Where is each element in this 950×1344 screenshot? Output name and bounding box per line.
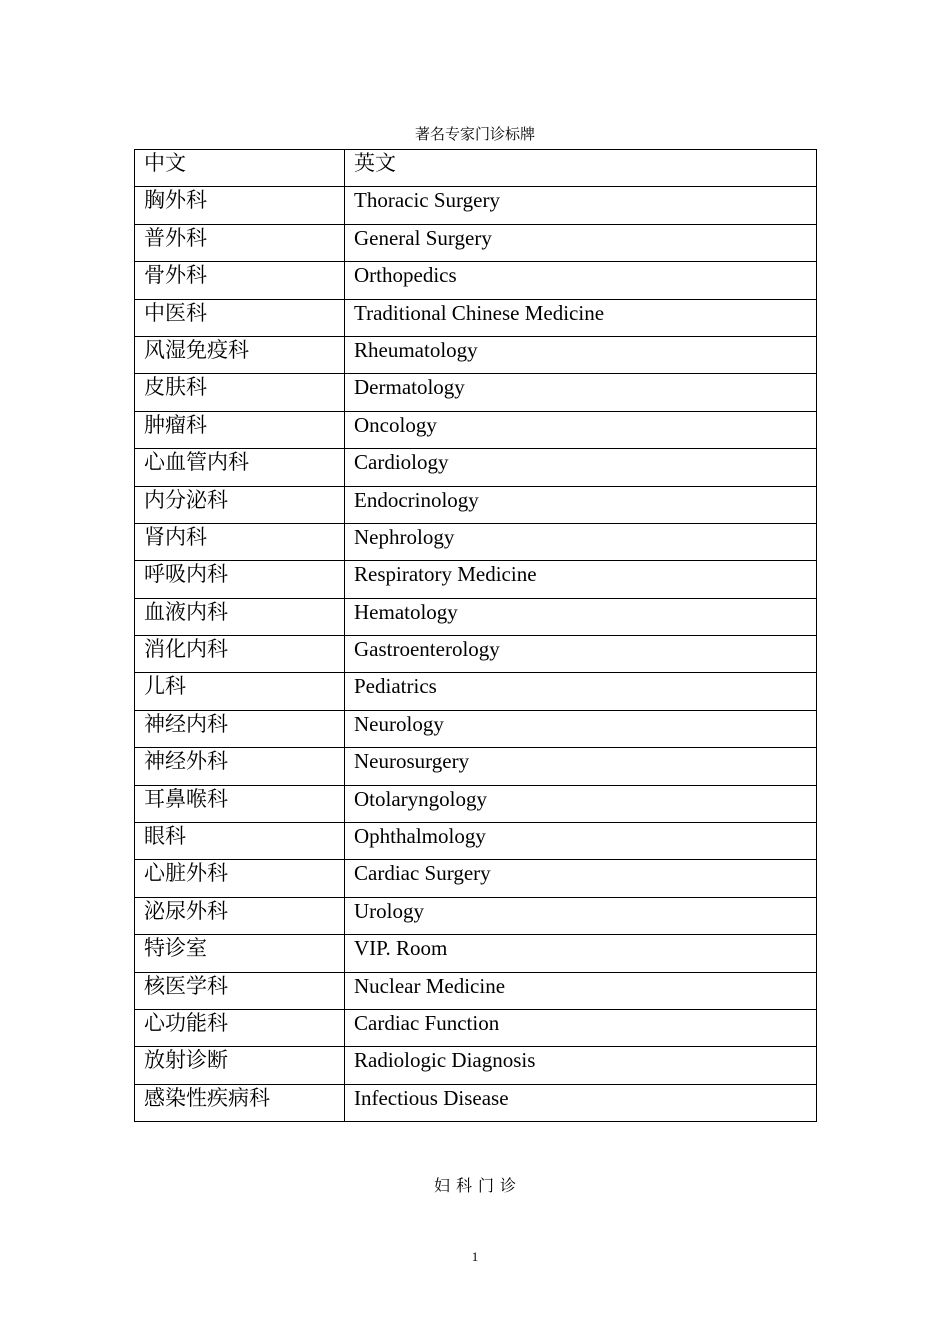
cell-english-name: Cardiac Surgery xyxy=(345,860,817,897)
cell-english-name: Thoracic Surgery xyxy=(345,187,817,224)
cell-chinese-name: 神经外科 xyxy=(135,748,345,785)
table-row xyxy=(135,561,817,598)
cell-chinese-name: 心血管内科 xyxy=(135,449,345,486)
cell-english-name: Nephrology xyxy=(345,523,817,560)
cell-english-name: Urology xyxy=(345,897,817,934)
table-row xyxy=(135,860,817,897)
cell-chinese-name: 呼吸内科 xyxy=(135,561,345,598)
cell-chinese-name: 心脏外科 xyxy=(135,860,345,897)
table-row xyxy=(135,262,817,299)
cell-english-name: Ophthalmology xyxy=(345,823,817,860)
cell-english-name: Gastroenterology xyxy=(345,636,817,673)
cell-english-name: Dermatology xyxy=(345,374,817,411)
table-row xyxy=(135,411,817,448)
table-row xyxy=(135,935,817,972)
table-row xyxy=(135,1084,817,1121)
table-row xyxy=(135,598,817,635)
table-row xyxy=(135,187,817,224)
table-row xyxy=(135,224,817,261)
table-row xyxy=(135,486,817,523)
table-row xyxy=(135,299,817,336)
table-row xyxy=(135,1009,817,1046)
cell-chinese-name: 中医科 xyxy=(135,299,345,336)
cell-english-name: General Surgery xyxy=(345,224,817,261)
cell-english-name: Radiologic Diagnosis xyxy=(345,1047,817,1084)
cell-chinese-name: 肿瘤科 xyxy=(135,411,345,448)
table-row xyxy=(135,897,817,934)
cell-chinese-name: 眼科 xyxy=(135,823,345,860)
cell-chinese-name: 消化内科 xyxy=(135,636,345,673)
cell-chinese-name: 血液内科 xyxy=(135,598,345,635)
cell-english-name: Neurosurgery xyxy=(345,748,817,785)
cell-english-name: Endocrinology xyxy=(345,486,817,523)
cell-chinese-name: 放射诊断 xyxy=(135,1047,345,1084)
department-table xyxy=(134,149,817,1122)
table-row xyxy=(135,374,817,411)
table-row xyxy=(135,785,817,822)
cell-chinese-name: 肾内科 xyxy=(135,523,345,560)
header-english: 英文 xyxy=(345,150,817,187)
cell-english-name: Oncology xyxy=(345,411,817,448)
table-row xyxy=(135,523,817,560)
cell-chinese-name: 风湿免疫科 xyxy=(135,336,345,373)
table-row xyxy=(135,449,817,486)
table-row xyxy=(135,710,817,747)
cell-chinese-name: 骨外科 xyxy=(135,262,345,299)
cell-english-name: Neurology xyxy=(345,710,817,747)
table-row xyxy=(135,636,817,673)
cell-chinese-name: 特诊室 xyxy=(135,935,345,972)
cell-english-name: VIP. Room xyxy=(345,935,817,972)
table-row xyxy=(135,336,817,373)
cell-english-name: Respiratory Medicine xyxy=(345,561,817,598)
cell-english-name: Cardiac Function xyxy=(345,1009,817,1046)
section-heading: 妇科门诊 xyxy=(433,1178,522,1195)
cell-chinese-name: 核医学科 xyxy=(135,972,345,1009)
cell-chinese-name: 皮肤科 xyxy=(135,374,345,411)
table-row xyxy=(135,823,817,860)
cell-chinese-name: 心功能科 xyxy=(135,1009,345,1046)
table-header-row xyxy=(135,150,817,187)
cell-english-name: Otolaryngology xyxy=(345,785,817,822)
table-body xyxy=(135,187,817,1122)
cell-english-name: Cardiology xyxy=(345,449,817,486)
cell-chinese-name: 胸外科 xyxy=(135,187,345,224)
table-row xyxy=(135,673,817,710)
cell-chinese-name: 儿科 xyxy=(135,673,345,710)
cell-english-name: Rheumatology xyxy=(345,336,817,373)
cell-english-name: Hematology xyxy=(345,598,817,635)
cell-chinese-name: 泌尿外科 xyxy=(135,897,345,934)
cell-english-name: Nuclear Medicine xyxy=(345,972,817,1009)
cell-chinese-name: 神经内科 xyxy=(135,710,345,747)
cell-english-name: Pediatrics xyxy=(345,673,817,710)
cell-english-name: Traditional Chinese Medicine xyxy=(345,299,817,336)
cell-english-name: Infectious Disease xyxy=(345,1084,817,1121)
cell-chinese-name: 感染性疾病科 xyxy=(135,1084,345,1121)
table-row xyxy=(135,748,817,785)
table-row xyxy=(135,1047,817,1084)
header-chinese: 中文 xyxy=(135,150,345,187)
table-row xyxy=(135,972,817,1009)
cell-chinese-name: 耳鼻喉科 xyxy=(135,785,345,822)
page-title: 著名专家门诊标牌 xyxy=(414,127,535,143)
page-number: 1 xyxy=(471,1249,479,1264)
cell-chinese-name: 普外科 xyxy=(135,224,345,261)
cell-english-name: Orthopedics xyxy=(345,262,817,299)
cell-chinese-name: 内分泌科 xyxy=(135,486,345,523)
